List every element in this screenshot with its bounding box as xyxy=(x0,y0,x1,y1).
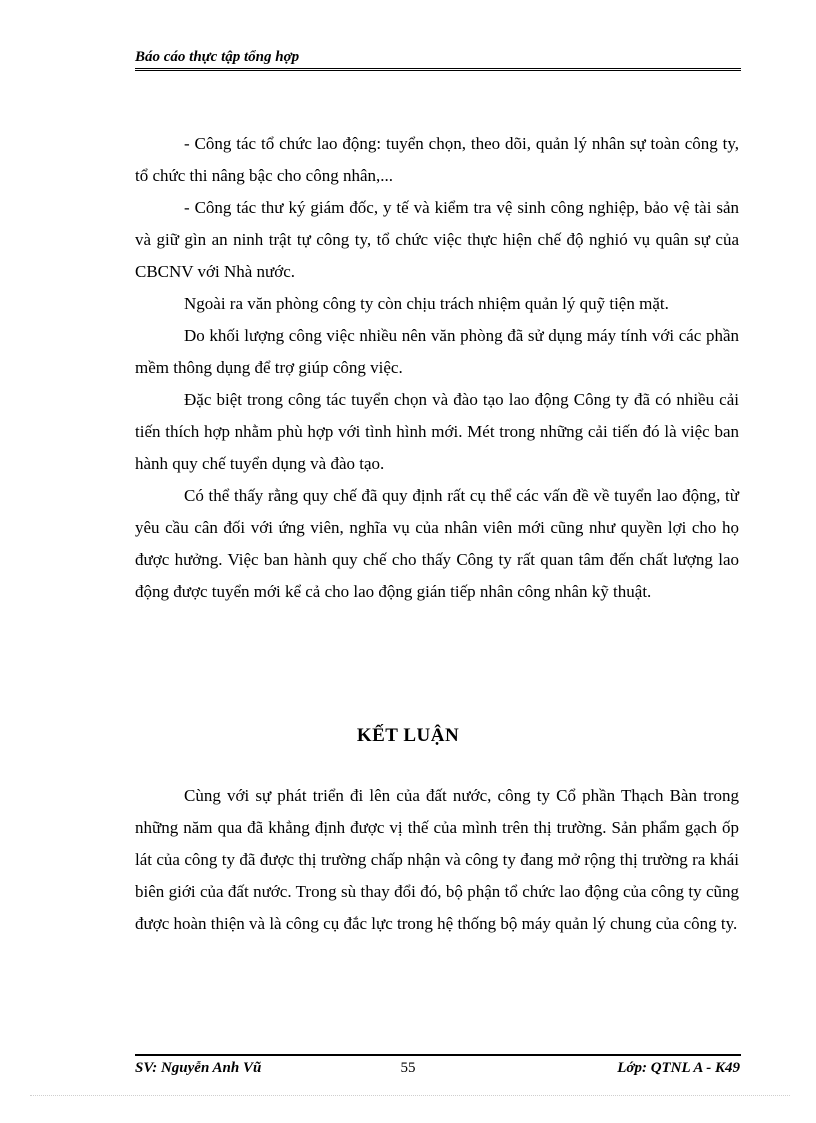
footer-class-label: Lớp: QTNL A - K49 xyxy=(617,1060,740,1076)
body-paragraph-5: Đặc biệt trong công tác tuyển chọn và đào tạo lao động Công ty đã có nhiều cải tiến thích hợp nhằm phù hợp với tình hình mới. Mét trong những cải tiến đó là việc ban hành quy chế tuyển dụng và đào tạo. xyxy=(135,390,739,473)
body-paragraph-1: - Công tác tổ chức lao động: tuyển chọn, theo dõi, quản lý nhân sự toàn công ty, tổ chức thi nâng bậc cho công nhân,... xyxy=(135,134,739,185)
body-paragraph-3: Ngoài ra văn phòng công ty còn chịu trách nhiệm quản lý quỹ tiện mặt. xyxy=(184,294,669,313)
page-number: 55 xyxy=(400,1060,416,1076)
conclusion-title: KẾT LUẬN xyxy=(356,725,460,746)
footer-divider xyxy=(135,1054,741,1056)
body-paragraph-4: Do khối lượng công việc nhiều nên văn phòng đã sử dụng máy tính với các phần mềm thông dụng để trợ giúp công việc. xyxy=(135,326,739,377)
body-paragraph-6: Có thể thấy rằng quy chế đã quy định rất cụ thể các vấn đề về tuyển lao động, từ yêu cầu cân đối với ứng viên, nghĩa vụ của nhân viên mới cũng như quyền lợi cho họ được hưởng. Việc ban hành quy chế cho thấy Công ty rất quan tâm đến chất lượng lao động được tuyển mới kể cả cho lao động gián tiếp nhân công nhân kỹ thuật. xyxy=(135,486,739,601)
header-title: Báo cáo thực tập tổng hợp xyxy=(135,49,300,65)
body-paragraph-2: - Công tác thư ký giám đốc, y tế và kiểm tra vệ sinh công nghiệp, bảo vệ tài sản và giữ gìn an ninh trật tự công ty, tổ chức việc thực hiện chế độ nghió vụ quân sự của CBCNV với Nhà nước. xyxy=(135,198,739,281)
header-divider xyxy=(135,68,741,71)
page-edge-dotted-line xyxy=(30,1095,790,1096)
footer-student-name: SV: Nguyễn Anh Vũ xyxy=(135,1060,262,1076)
conclusion-paragraph: Cùng với sự phát triển đi lên của đất nước, công ty Cổ phần Thạch Bàn trong những năm qua đã khẳng định được vị thế của mình trên thị trường. Sản phẩm gạch ốp lát của công ty đã được thị trường chấp nhận và công ty đang mở rộng thị trường ra khái biên giới của đất nước. Trong sù thay đổi đó, bộ phận tổ chức lao động của công ty cũng được hoàn thiện và là công cụ đắc lực trong hệ thống bộ máy quản lý chung của công ty. xyxy=(135,786,739,933)
